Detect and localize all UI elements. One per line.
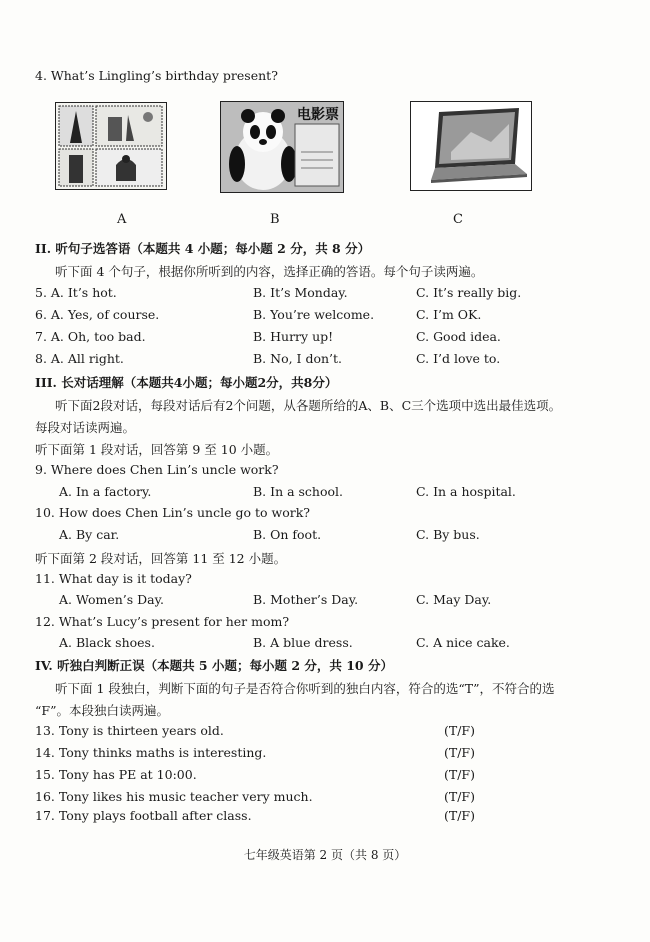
q6-option-a: 6. A. Yes, of course. — [35, 307, 160, 322]
stamps-picture — [55, 102, 167, 190]
section-3-instruction: 听下面2段对话，每段对话后有2个问题，从各题所给的A、B、C三个选项中选出最佳选项。 — [55, 398, 562, 413]
q7-option-b: B. Hurry up! — [253, 329, 334, 344]
q12-question: 12. What’s Lucy’s present for her mom? — [35, 614, 290, 629]
ticket-title: 电影票 — [297, 107, 339, 123]
q14-statement: 14. Tony thinks maths is interesting. — [35, 745, 267, 760]
q11-option-b: B. Mother’s Day. — [253, 592, 359, 607]
q4-question: 4. What’s Lingling’s birthday present? — [35, 68, 278, 83]
q10-question: 10. How does Chen Lin’s uncle go to work? — [35, 505, 310, 520]
q7-option-a: 7. A. Oh, too bad. — [35, 329, 146, 344]
q12-option-a: A. Black shoes. — [59, 635, 155, 650]
q8-option-b: B. No, I don’t. — [253, 351, 343, 366]
section-4-title: IV. 听独白判断正误（本题共 5 小题；每小题 2 分，共 10 分） — [35, 658, 393, 673]
q9-question: 9. Where does Chen Lin’s uncle work? — [35, 462, 279, 477]
q15-mark: (T/F) — [444, 767, 475, 782]
q11-option-a: A. Women’s Day. — [59, 592, 165, 607]
q6-option-b: B. You’re welcome. — [253, 307, 375, 322]
q6-option-c: C. I’m OK. — [416, 307, 482, 322]
section-2-instruction: 听下面 4 个句子，根据你所听到的内容，选择正确的答语。每个句子读两遍。 — [55, 264, 484, 279]
page-footer: 七年级英语第 2 页（共 8 页） — [243, 848, 407, 862]
section-2-title: II. 听句子选答语（本题共 4 小题；每小题 2 分，共 8 分） — [35, 241, 371, 256]
q5-option-a: 5. A. It’s hot. — [35, 285, 117, 300]
stamps-icon — [56, 103, 166, 189]
q7-option-c: C. Good idea. — [416, 329, 501, 344]
q8-option-c: C. I’d love to. — [416, 351, 501, 366]
q11-option-c: C. May Day. — [416, 592, 492, 607]
laptop-icon — [411, 102, 531, 190]
q8-option-a: 8. A. All right. — [35, 351, 124, 366]
dialog-2-instruction: 听下面第 2 段对话，回答第 11 至 12 小题。 — [35, 551, 287, 566]
movie-ticket-picture — [220, 101, 344, 193]
q17-mark: (T/F) — [444, 808, 475, 823]
q17-statement: 17. Tony plays football after class. — [35, 808, 252, 823]
section-3-instruction-cont: 每段对话读两遍。 — [35, 420, 136, 435]
q5-option-b: B. It’s Monday. — [253, 285, 348, 300]
laptop-picture — [410, 101, 532, 191]
q13-statement: 13. Tony is thirteen years old. — [35, 723, 224, 738]
option-b-label: B — [270, 212, 280, 227]
q11-question: 11. What day is it today? — [35, 571, 192, 586]
q10-option-a: A. By car. — [59, 527, 120, 542]
dialog-1-instruction: 听下面第 1 段对话，回答第 9 至 10 小题。 — [35, 442, 279, 457]
q14-mark: (T/F) — [444, 745, 475, 760]
q12-option-c: C. A nice cake. — [416, 635, 510, 650]
option-a-label: A — [117, 212, 127, 227]
q9-option-c: C. In a hospital. — [416, 484, 516, 499]
q9-option-a: A. In a factory. — [59, 484, 152, 499]
q10-option-c: C. By bus. — [416, 527, 480, 542]
section-3-title: III. 长对话理解（本题共4小题；每小题2分，共8分） — [35, 375, 338, 390]
q9-option-b: B. In a school. — [253, 484, 344, 499]
q5-option-c: C. It’s really big. — [416, 285, 522, 300]
q16-mark: (T/F) — [444, 789, 475, 804]
q16-statement: 16. Tony likes his music teacher very much. — [35, 789, 313, 804]
section-4-instruction: 听下面 1 段独白，判断下面的句子是否符合你听到的独白内容，符合的选“T”，不符合的选 — [55, 681, 555, 696]
section-4-instruction-cont: “F”。本段独白读两遍。 — [35, 703, 169, 718]
q12-option-b: B. A blue dress. — [253, 635, 353, 650]
option-c-label: C — [453, 212, 463, 227]
q15-statement: 15. Tony has PE at 10:00. — [35, 767, 197, 782]
q13-mark: (T/F) — [444, 723, 475, 738]
q10-option-b: B. On foot. — [253, 527, 322, 542]
